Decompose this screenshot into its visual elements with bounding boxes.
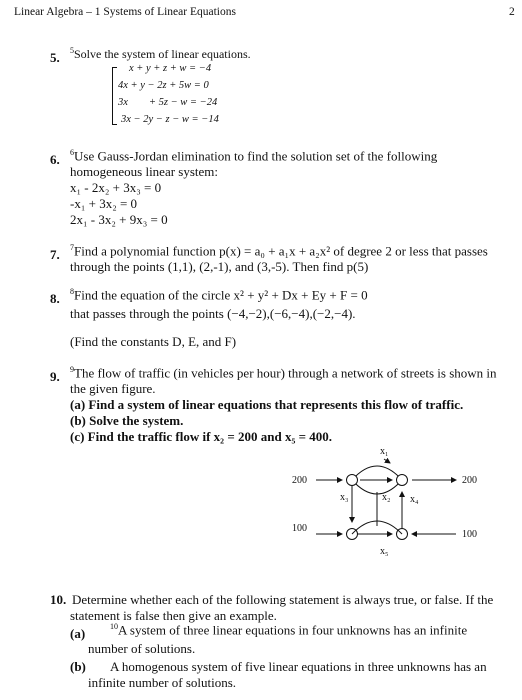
p5-equation-3: 3x + 5z − w = −24 — [118, 97, 218, 108]
flow-label-x2: x₂ — [382, 492, 391, 503]
problem-5-text: $^5$Solve the system of linear equations. — [70, 46, 251, 61]
street-arc-upper — [352, 466, 402, 480]
flow-label-x4: x₄ — [410, 494, 419, 505]
problem-8-number: 8. — [50, 291, 60, 306]
problem-7-line-1: $^7$Find a polynomial function p(x) = a₀ + a₁x + a₂x² of degree 2 or less that passes — [70, 243, 488, 259]
p6-equation-2: -x₁ + 3x₂ = 0 — [70, 196, 138, 211]
p6-equation-1: x₁ - 2x₂ + 3x₃ = 0 — [70, 180, 162, 195]
flow-label-bottom-right: 100 — [462, 529, 477, 540]
problem-10-number: 10. — [50, 592, 67, 607]
traffic-network-diagram — [280, 442, 500, 560]
problem-5-number: 5. — [50, 50, 60, 65]
problem-9-line-1: $^9$The flow of traffic (in vehicles per hour) through a network of streets is shown in — [70, 365, 497, 381]
system-brace — [112, 67, 117, 125]
page-number: 2 — [509, 6, 515, 18]
problem-9-part-a: (a) Find a system of linear equations that represents this flow of traffic. — [70, 397, 464, 412]
problem-10-part-a-label: (a) — [70, 626, 86, 641]
problem-9-part-b: (b) Solve the system. — [70, 413, 184, 428]
problem-10-part-b-line-2: infinite number of solutions. — [88, 675, 237, 690]
flow-label-x5: x₅ — [380, 546, 389, 557]
flow-arrow-x1 — [384, 459, 390, 463]
problem-10-part-b-label: (b) — [70, 659, 86, 674]
problem-8-line-1: $^8$Find the equation of the circle x² + y² + Dx + Ey + F = 0 — [70, 287, 368, 303]
flow-label-x3: x₃ — [340, 492, 349, 503]
intersection-node — [347, 475, 358, 486]
p5-equation-2: 4x + y − 2z + 5w = 0 — [118, 80, 209, 91]
problem-10-part-a-line-2: number of solutions. — [88, 641, 196, 656]
problem-7-number: 7. — [50, 247, 60, 262]
problem-9-number: 9. — [50, 369, 60, 384]
problem-10-line-1: Determine whether each of the following statement is always true, or false. If the — [72, 592, 494, 607]
problem-10-line-2: statement is false then give an example. — [70, 608, 277, 623]
problem-6-number: 6. — [50, 152, 60, 167]
flow-label-top-left: 200 — [292, 475, 307, 486]
problem-9-line-2: the given figure. — [70, 381, 156, 396]
street-arc-lower — [352, 480, 402, 494]
intersection-node — [397, 475, 408, 486]
page-header-title: Linear Algebra – 1 Systems of Linear Equations — [14, 6, 236, 18]
flow-label-bottom-left: 100 — [292, 523, 307, 534]
problem-7-line-2: through the points (1,1), (2,-1), and (3,-5). Then find p(5) — [70, 259, 369, 274]
problem-8-line-2: that passes through the points (−4,−2),(−6,−4),(−2,−4). — [70, 306, 356, 321]
problem-6-line-2: homogeneous linear system: — [70, 164, 219, 179]
problem-8-line-3: (Find the constants D, E, and F) — [70, 334, 237, 349]
problem-9-part-c: (c) Find the traffic flow if x₂ = 200 and x₅ = 400. — [70, 429, 332, 444]
problem-10-part-a-line-1: $^{10}$A system of three linear equations in four unknowns has an infinite — [110, 622, 468, 638]
flow-label-top-right: 200 — [462, 475, 477, 486]
flow-label-x1: x₁ — [380, 446, 389, 457]
p5-equation-4: 3x − 2y − z − w = −14 — [121, 114, 219, 125]
p6-equation-3: 2x₁ - 3x₂ + 9x₃ = 0 — [70, 212, 168, 227]
problem-6-line-1: $^6$Use Gauss-Jordan elimination to find the solution set of the following — [70, 148, 438, 164]
problem-10-part-b-line-1: A homogenous system of five linear equations in three unknowns has an — [110, 659, 487, 674]
p5-equation-1: x + y + z + w = −4 — [129, 63, 212, 74]
